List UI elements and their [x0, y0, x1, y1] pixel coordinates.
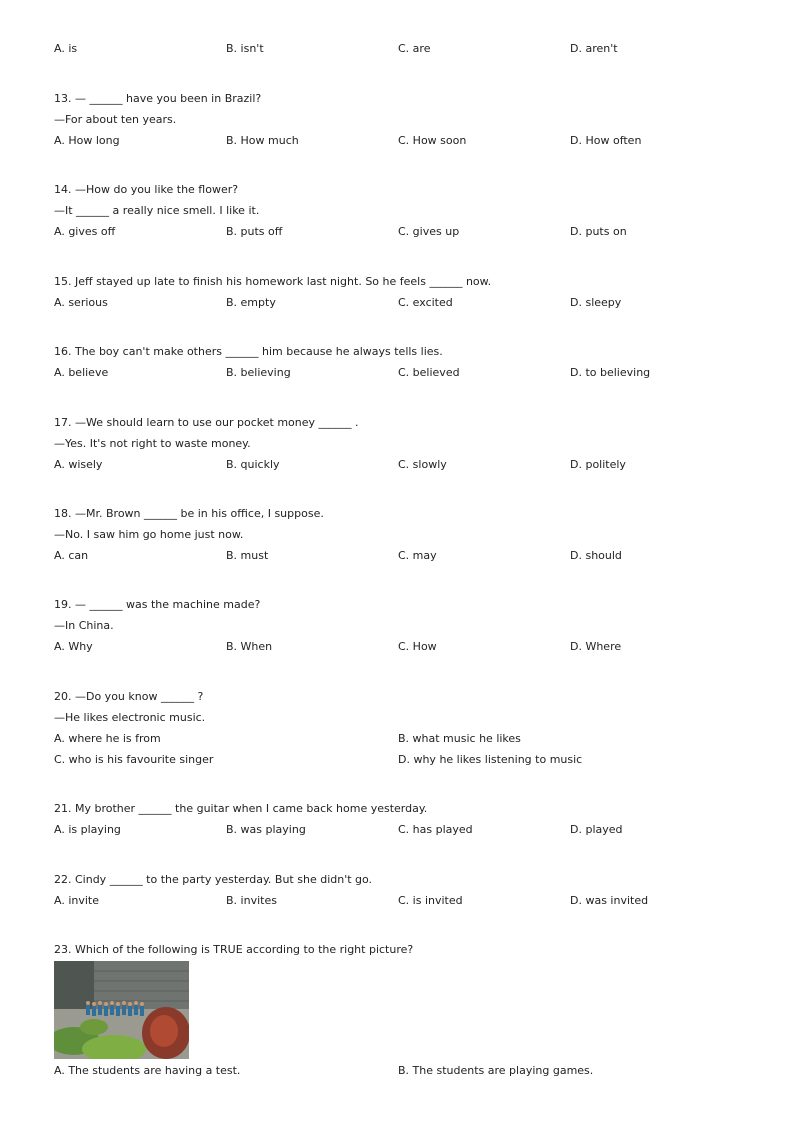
q15-option-a: A. serious: [54, 296, 108, 309]
q13-option-b: B. How much: [226, 134, 299, 147]
q23-option-b: B. The students are playing games.: [398, 1064, 594, 1077]
q13-stem: 13. — ______ have you been in Brazil?: [54, 92, 262, 105]
q20-reply: —He likes electronic music.: [54, 711, 206, 724]
q12-option-d: D. aren't: [570, 42, 618, 55]
q22-option-c: C. is invited: [398, 894, 463, 907]
q12-option-a: A. is: [54, 42, 78, 55]
q18-option-a: A. can: [54, 549, 89, 562]
q20-option-c: C. who is his favourite singer: [54, 753, 214, 766]
q15-option-b: B. empty: [226, 296, 276, 309]
q18-option-d: D. should: [570, 549, 622, 562]
q17-option-d: D. politely: [570, 458, 626, 471]
q14-option-d: D. puts on: [570, 225, 627, 238]
q22-option-d: D. was invited: [570, 894, 649, 907]
q20-option-d: D. why he likes listening to music: [398, 753, 583, 766]
q18-stem: 18. —Mr. Brown ______ be in his office, I suppose.: [54, 507, 324, 520]
q17-reply: —Yes. It's not right to waste money.: [54, 437, 251, 450]
q17-option-c: C. slowly: [398, 458, 447, 471]
q12-option-c: C. are: [398, 42, 431, 55]
q14-option-a: A. gives off: [54, 225, 116, 238]
q14-reply: —It ______ a really nice smell. I like it.: [54, 204, 260, 217]
q12-option-b: B. isn't: [226, 42, 264, 55]
q18-reply: —No. I saw him go home just now.: [54, 528, 244, 541]
q22-stem: 22. Cindy ______ to the party yesterday. But she didn't go.: [54, 873, 373, 886]
q20-stem: 20. —Do you know ______ ?: [54, 690, 204, 703]
q21-option-a: A. is playing: [54, 823, 121, 836]
q14-option-c: C. gives up: [398, 225, 460, 238]
q23-option-a: A. The students are having a test.: [54, 1064, 241, 1077]
q13-option-a: A. How long: [54, 134, 120, 147]
q20-option-b: B. what music he likes: [398, 732, 521, 745]
q16-option-b: B. believing: [226, 366, 291, 379]
q13-option-d: D. How often: [570, 134, 642, 147]
q14-option-b: B. puts off: [226, 225, 283, 238]
q19-stem: 19. — ______ was the machine made?: [54, 598, 261, 611]
q17-option-a: A. wisely: [54, 458, 103, 471]
q21-stem: 21. My brother ______ the guitar when I came back home yesterday.: [54, 802, 428, 815]
q21-option-b: B. was playing: [226, 823, 306, 836]
q18-option-b: B. must: [226, 549, 269, 562]
q19-option-b: B. When: [226, 640, 273, 653]
q19-reply: —In China.: [54, 619, 114, 632]
q16-option-c: C. believed: [398, 366, 460, 379]
q13-option-c: C. How soon: [398, 134, 467, 147]
q15-option-d: D. sleepy: [570, 296, 622, 309]
q20-option-a: A. where he is from: [54, 732, 161, 745]
q13-reply: —For about ten years.: [54, 113, 177, 126]
q21-option-c: C. has played: [398, 823, 473, 836]
q16-option-d: D. to believing: [570, 366, 651, 379]
q21-option-d: D. played: [570, 823, 623, 836]
q19-option-c: C. How: [398, 640, 437, 653]
q18-option-c: C. may: [398, 549, 437, 562]
q16-stem: 16. The boy can't make others ______ him because he always tells lies.: [54, 345, 443, 358]
q22-option-a: A. invite: [54, 894, 99, 907]
q14-stem: 14. —How do you like the flower?: [54, 183, 239, 196]
q15-option-c: C. excited: [398, 296, 453, 309]
q15-stem: 15. Jeff stayed up late to finish his homework last night. So he feels ______ now.: [54, 275, 492, 288]
q23-stem: 23. Which of the following is TRUE according to the right picture?: [54, 943, 414, 956]
students-photo: [54, 961, 189, 1059]
q17-option-b: B. quickly: [226, 458, 280, 471]
q16-option-a: A. believe: [54, 366, 109, 379]
q22-option-b: B. invites: [226, 894, 277, 907]
q17-stem: 17. —We should learn to use our pocket money ______ .: [54, 416, 359, 429]
q19-option-d: D. Where: [570, 640, 622, 653]
q19-option-a: A. Why: [54, 640, 93, 653]
